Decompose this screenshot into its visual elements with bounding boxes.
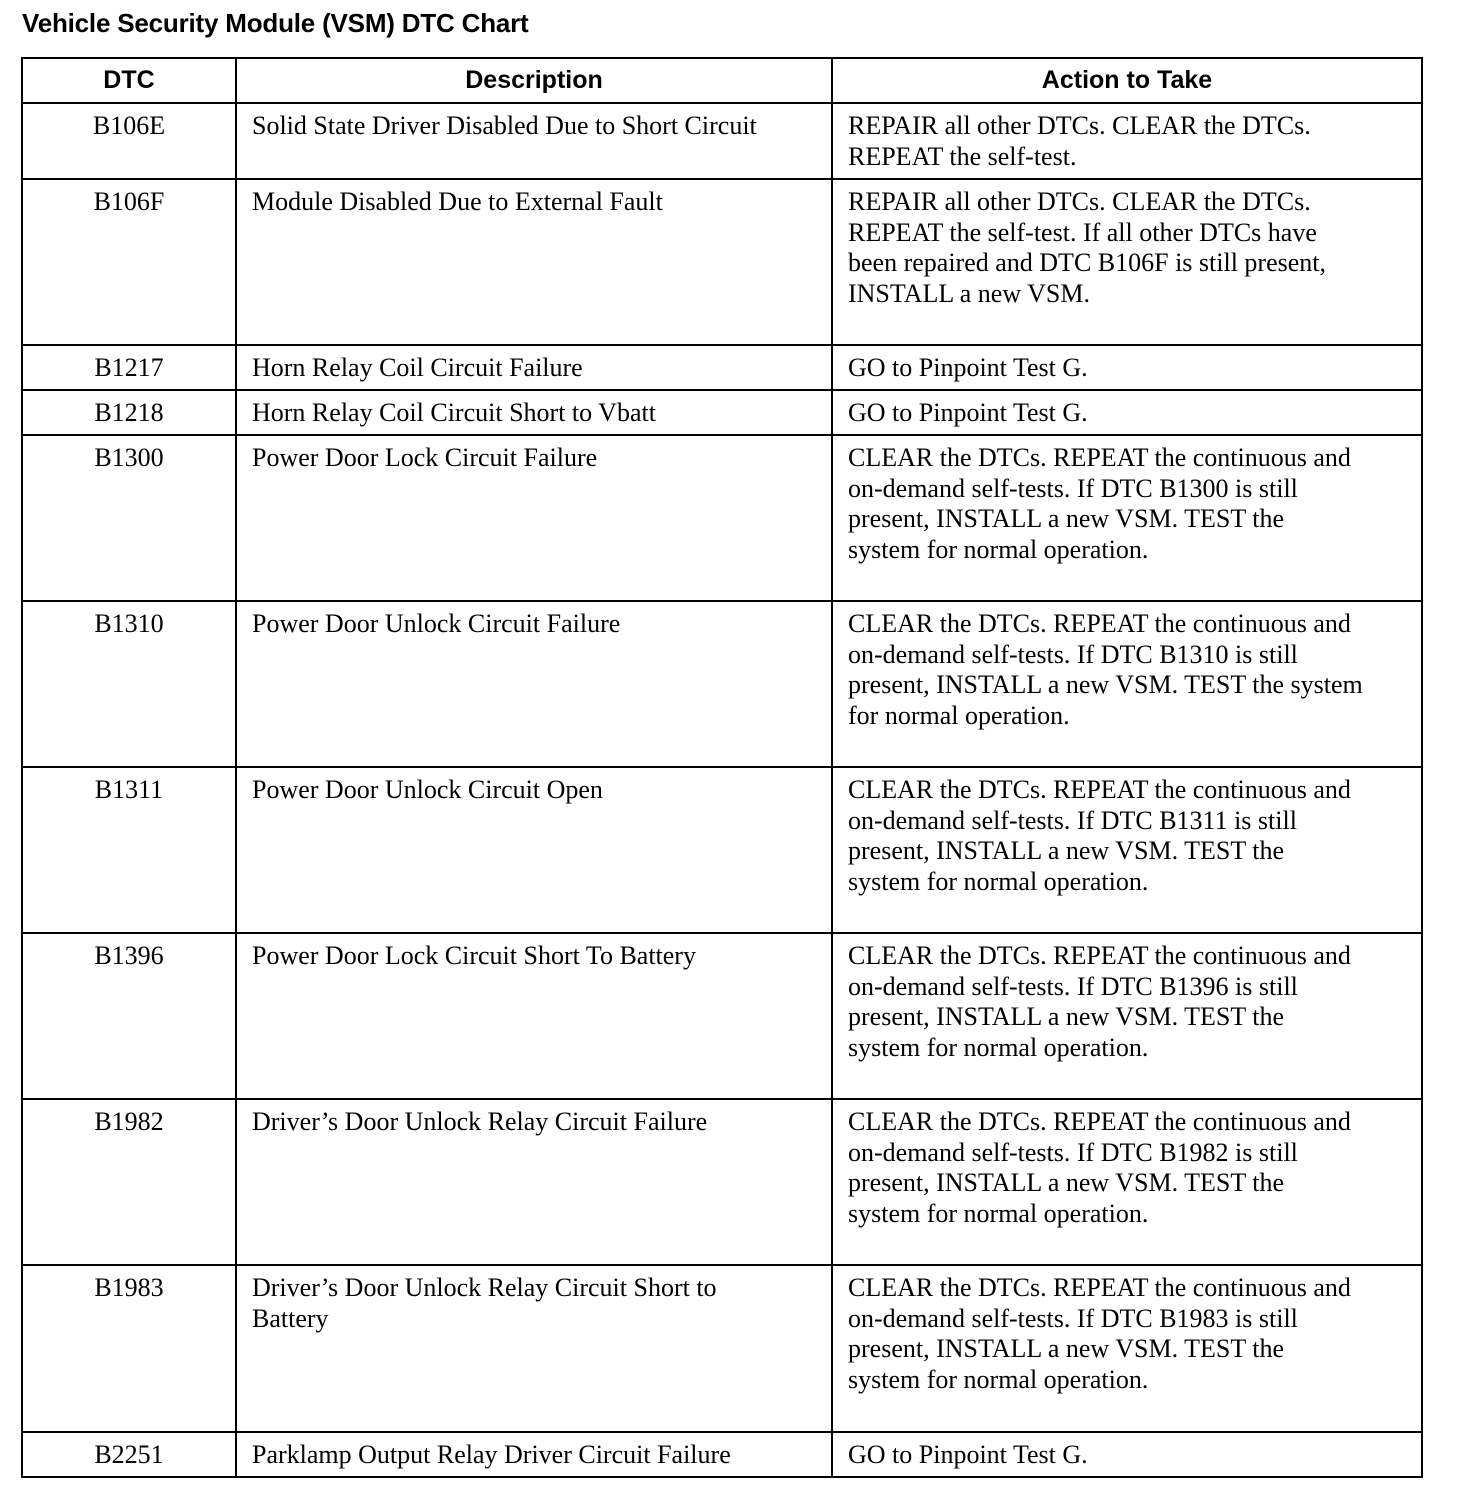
description-line: Parklamp Output Relay Driver Circuit Failure: [252, 1440, 731, 1469]
dtc-table: [21, 57, 1423, 1478]
column-header-description: Description: [236, 58, 832, 103]
action-line: for normal operation.: [848, 700, 1070, 730]
action-line: present, INSTALL a new VSM. TEST the: [848, 504, 1285, 533]
table-row: [22, 1099, 1422, 1265]
table-row: [22, 345, 1422, 390]
dtc-action: [832, 767, 1422, 933]
dtc-code: B1983: [22, 1265, 236, 1432]
dtc-description: [236, 435, 832, 601]
dtc-action: [832, 345, 1422, 390]
dtc-action: [832, 1432, 1422, 1477]
action-line: REPAIR all other DTCs. CLEAR the DTCs.: [848, 111, 1311, 140]
description-line: Battery: [252, 1303, 329, 1333]
dtc-description: [236, 1265, 832, 1432]
dtc-code: B2251: [22, 1432, 236, 1477]
dtc-description: [236, 767, 832, 933]
action-line: CLEAR the DTCs. REPEAT the continuous and: [848, 1107, 1351, 1136]
dtc-description: [236, 1099, 832, 1265]
column-header-action: Action to Take: [832, 58, 1422, 103]
description-line: Driver’s Door Unlock Relay Circuit Failure: [252, 1107, 708, 1136]
action-line: system for normal operation.: [848, 1198, 1149, 1228]
action-line: system for normal operation.: [848, 1032, 1149, 1062]
dtc-action: [832, 103, 1422, 179]
table-row: [22, 767, 1422, 933]
description-line: Horn Relay Coil Circuit Failure: [252, 353, 583, 382]
dtc-description: [236, 345, 832, 390]
dtc-description: [236, 390, 832, 435]
action-line: CLEAR the DTCs. REPEAT the continuous and: [848, 609, 1351, 638]
description-line: Module Disabled Due to External Fault: [252, 187, 663, 216]
dtc-description: [236, 601, 832, 767]
action-line: present, INSTALL a new VSM. TEST the: [848, 1168, 1285, 1197]
action-line: GO to Pinpoint Test G.: [848, 398, 1088, 427]
action-line: REPEAT the self-test.: [848, 141, 1077, 171]
action-line: present, INSTALL a new VSM. TEST the system: [848, 670, 1363, 699]
action-line: system for normal operation.: [848, 1364, 1149, 1394]
action-line: present, INSTALL a new VSM. TEST the: [848, 1334, 1285, 1363]
dtc-action: [832, 179, 1422, 345]
action-line: CLEAR the DTCs. REPEAT the continuous and: [848, 1273, 1351, 1302]
action-line: system for normal operation.: [848, 866, 1149, 896]
description-line: Power Door Unlock Circuit Failure: [252, 609, 621, 638]
action-line: on-demand self-tests. If DTC B1310 is still: [848, 639, 1298, 669]
dtc-description: [236, 1432, 832, 1477]
action-line: REPEAT the self-test. If all other DTCs have: [848, 217, 1317, 247]
description-line: Power Door Lock Circuit Short To Battery: [252, 941, 696, 970]
table-row: [22, 390, 1422, 435]
action-line: CLEAR the DTCs. REPEAT the continuous and: [848, 443, 1351, 472]
description-line: Power Door Unlock Circuit Open: [252, 775, 603, 804]
dtc-code: B1310: [22, 601, 236, 767]
action-line: been repaired and DTC B106F is still present,: [848, 248, 1327, 277]
dtc-code: B1218: [22, 390, 236, 435]
action-line: on-demand self-tests. If DTC B1300 is still: [848, 473, 1298, 503]
action-line: system for normal operation.: [848, 534, 1149, 564]
description-line: Horn Relay Coil Circuit Short to Vbatt: [252, 398, 656, 427]
action-line: on-demand self-tests. If DTC B1982 is still: [848, 1137, 1298, 1167]
dtc-code: B1300: [22, 435, 236, 601]
dtc-description: [236, 179, 832, 345]
action-line: present, INSTALL a new VSM. TEST the: [848, 1002, 1285, 1031]
action-line: on-demand self-tests. If DTC B1311 is still: [848, 805, 1297, 835]
table-row: [22, 435, 1422, 601]
description-line: Power Door Lock Circuit Failure: [252, 443, 598, 472]
dtc-action: [832, 1099, 1422, 1265]
table-row: [22, 601, 1422, 767]
dtc-action: [832, 933, 1422, 1099]
action-line: present, INSTALL a new VSM. TEST the: [848, 836, 1285, 865]
table-row: [22, 179, 1422, 345]
dtc-code: B106E: [22, 103, 236, 179]
dtc-code: B1217: [22, 345, 236, 390]
dtc-action: [832, 1265, 1422, 1432]
action-line: on-demand self-tests. If DTC B1983 is still: [848, 1303, 1298, 1333]
description-line: Solid State Driver Disabled Due to Short Circuit: [252, 111, 757, 140]
dtc-action: [832, 435, 1422, 601]
action-line: CLEAR the DTCs. REPEAT the continuous and: [848, 941, 1351, 970]
table-row: [22, 1432, 1422, 1477]
column-header-dtc: DTC: [22, 58, 236, 103]
dtc-description: [236, 933, 832, 1099]
action-line: CLEAR the DTCs. REPEAT the continuous and: [848, 775, 1351, 804]
page-title: Vehicle Security Module (VSM) DTC Chart: [22, 8, 529, 38]
dtc-code: B1982: [22, 1099, 236, 1265]
dtc-code: B1311: [22, 767, 236, 933]
action-line: on-demand self-tests. If DTC B1396 is still: [848, 971, 1298, 1001]
dtc-code: B1396: [22, 933, 236, 1099]
action-line: INSTALL a new VSM.: [848, 278, 1091, 308]
table-row: [22, 103, 1422, 179]
dtc-action: [832, 390, 1422, 435]
table-body: [22, 103, 1422, 1477]
action-line: GO to Pinpoint Test G.: [848, 353, 1088, 382]
dtc-action: [832, 601, 1422, 767]
table-row: [22, 1265, 1422, 1432]
dtc-description: [236, 103, 832, 179]
table-header-row: [22, 58, 1422, 103]
dtc-code: B106F: [22, 179, 236, 345]
action-line: GO to Pinpoint Test G.: [848, 1440, 1088, 1469]
table-row: [22, 933, 1422, 1099]
action-line: REPAIR all other DTCs. CLEAR the DTCs.: [848, 187, 1311, 216]
description-line: Driver’s Door Unlock Relay Circuit Short to: [252, 1273, 717, 1302]
